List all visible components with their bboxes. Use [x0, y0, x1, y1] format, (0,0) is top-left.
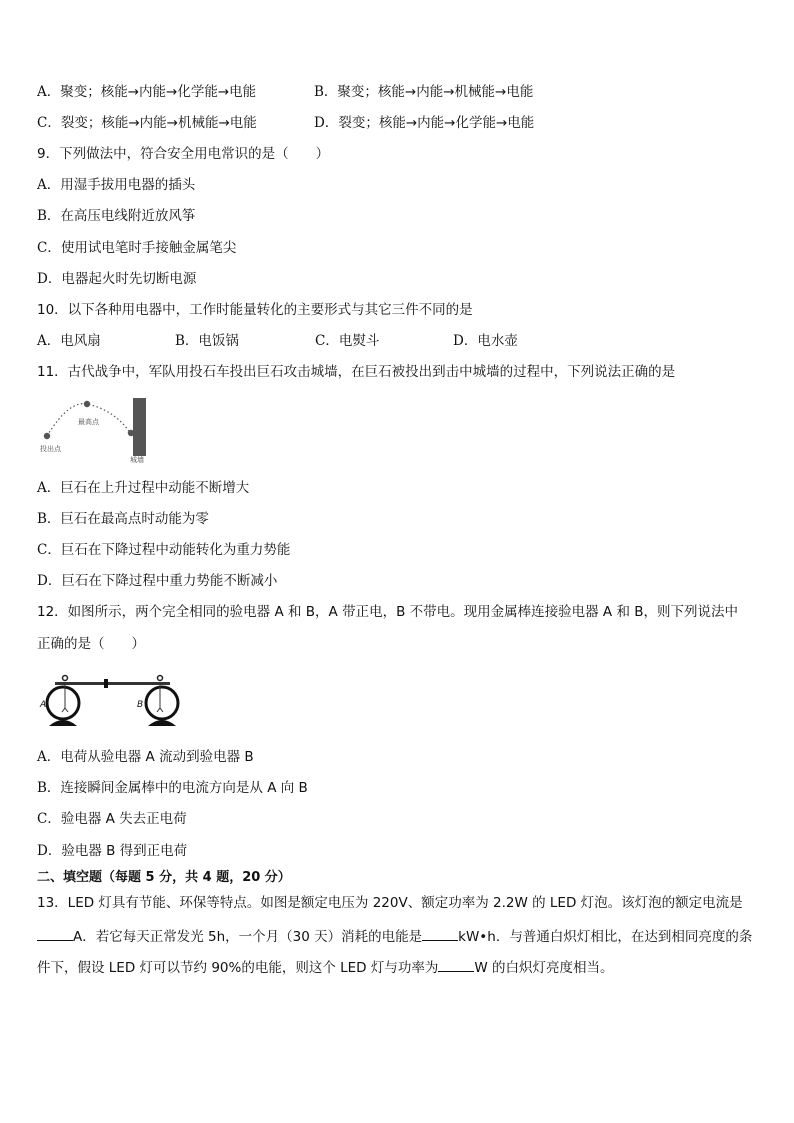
q9-option-a [37, 177, 195, 193]
option-text: 用湿手拔用电器的插头 [60, 177, 196, 193]
q10-option-a [37, 333, 101, 349]
option-label: D． [37, 573, 62, 589]
option-label: D． [453, 333, 478, 349]
option-label: C． [315, 333, 339, 349]
q13-line3-a: 件下，假设 LED 灯可以节约 90%的电能，则这个 LED 灯与功率为 [37, 960, 439, 976]
section-title-fill-in: 二、填空题（每题 5 分，共 4 题，20 分） [37, 870, 291, 885]
option-label: B． [314, 84, 338, 100]
electroscope-figure [35, 670, 185, 730]
option-text: 连接瞬间金属棒中的电流方向是从 A 向 B [60, 780, 308, 796]
option-text: 巨石在上升过程中动能不断增大 [60, 480, 250, 496]
q13-line2-b: kW•h．与普通白炽灯相比，在达到相同亮度的条 [458, 929, 753, 945]
q13-line2-a: A．若它每天正常发光 5h，一个月（30 天）消耗的电能是 [73, 929, 423, 945]
option-text: 电风扇 [60, 333, 101, 349]
q10-option-d [453, 333, 518, 349]
q12-stem-line2: 正确的是（ ） [37, 636, 145, 652]
option-text: 验电器 B 得到正电荷 [61, 843, 188, 859]
option-label: B． [175, 333, 199, 349]
option-label: A． [37, 480, 61, 496]
q12-option-d [37, 843, 187, 859]
option-label: C． [37, 115, 61, 131]
electroscope-b-icon [146, 685, 178, 726]
option-label: C． [37, 811, 61, 827]
q11-stem: 11．古代战争中，军队用投石车投出巨石攻击城墙，在巨石被投出到击中城墙的过程中，下列说法正确的是 [37, 364, 676, 380]
top-label: 最高点 [78, 418, 99, 426]
option-text: 巨石在最高点时动能为零 [60, 511, 209, 527]
q13-line3-b: W 的白炽灯亮度相当。 [474, 960, 614, 976]
q11-option-d [37, 573, 277, 589]
option-label: A． [37, 84, 61, 100]
answer-blank-energy[interactable] [422, 927, 458, 941]
metal-rod-icon [55, 682, 170, 685]
q11-option-b [37, 511, 209, 527]
option-label: C． [37, 542, 61, 558]
q12-option-b [37, 780, 308, 796]
launch-point-icon [44, 433, 50, 439]
electroscope-a-icon [47, 685, 79, 726]
option-text: 聚变；核能→内能→机械能→电能 [337, 84, 534, 100]
option-text: 验电器 A 失去正电荷 [60, 811, 187, 827]
option-label: D． [314, 115, 339, 131]
option-text: 电器起火时先切断电源 [61, 271, 197, 287]
option-text: 电荷从验电器 A 流动到验电器 B [60, 749, 254, 765]
launch-label: 投出点 [40, 445, 61, 453]
q8-option-a [37, 84, 256, 100]
q9-option-c [37, 240, 236, 256]
q13-line1: 13．LED 灯具有节能、环保等特点。如图是额定电压为 220V、额定功率为 2.2W 的 LED 灯泡。该灯泡的额定电流是 [37, 895, 743, 911]
option-label: A． [37, 333, 61, 349]
electroscope-b-label: B [137, 700, 144, 710]
option-label: A． [37, 177, 61, 193]
wall-icon [133, 398, 146, 456]
option-text: 电熨斗 [338, 333, 380, 349]
option-text: 电水壶 [477, 333, 518, 349]
option-label: D． [37, 843, 62, 859]
q13-line3 [37, 958, 614, 976]
answer-blank-current[interactable] [37, 927, 73, 941]
option-text: 裂变；核能→内能→机械能→电能 [60, 115, 257, 131]
top-point-icon [84, 401, 90, 407]
answer-blank-power[interactable] [438, 958, 474, 972]
option-label: A． [37, 749, 61, 765]
q10-option-b [175, 333, 239, 349]
q12-option-c [37, 811, 187, 827]
q9-option-b [37, 208, 195, 224]
option-text: 裂变；核能→内能→化学能→电能 [338, 115, 535, 131]
q10-stem: 10．以下各种用电器中，工作时能量转化的主要形式与其它三件不同的是 [37, 302, 473, 318]
q11-option-c [37, 542, 290, 558]
option-text: 电饭锅 [198, 333, 239, 349]
option-label: B． [37, 511, 61, 527]
q8-option-b [314, 84, 533, 100]
option-label: B． [37, 780, 61, 796]
q10-option-c [315, 333, 379, 349]
option-label: C． [37, 240, 61, 256]
q9-stem: 9．下列做法中，符合安全用电常识的是（ ） [37, 146, 330, 162]
q8-option-d [314, 115, 534, 131]
option-text: 聚变；核能→内能→化学能→电能 [60, 84, 257, 100]
wall-label: 城墙 [130, 456, 144, 464]
option-text: 巨石在下降过程中重力势能不断减小 [61, 573, 278, 589]
q8-option-c [37, 115, 257, 131]
q12-option-a [37, 749, 254, 765]
q11-option-a [37, 480, 249, 496]
q12-stem-line1: 12．如图所示，两个完全相同的验电器 A 和 B，A 带正电，B 不带电。现用金属棒连接验电器 A 和 B，则下列说法中 [37, 604, 738, 620]
option-text: 在高压电线附近放风筝 [60, 208, 196, 224]
option-text: 巨石在下降过程中动能转化为重力势能 [60, 542, 291, 558]
q9-option-d [37, 271, 196, 287]
electroscope-a-label: A [40, 700, 47, 710]
q13-line2 [37, 927, 752, 945]
option-label: D． [37, 271, 62, 287]
option-text: 使用试电笔时手接触金属笔尖 [60, 240, 237, 256]
option-label: B． [37, 208, 61, 224]
